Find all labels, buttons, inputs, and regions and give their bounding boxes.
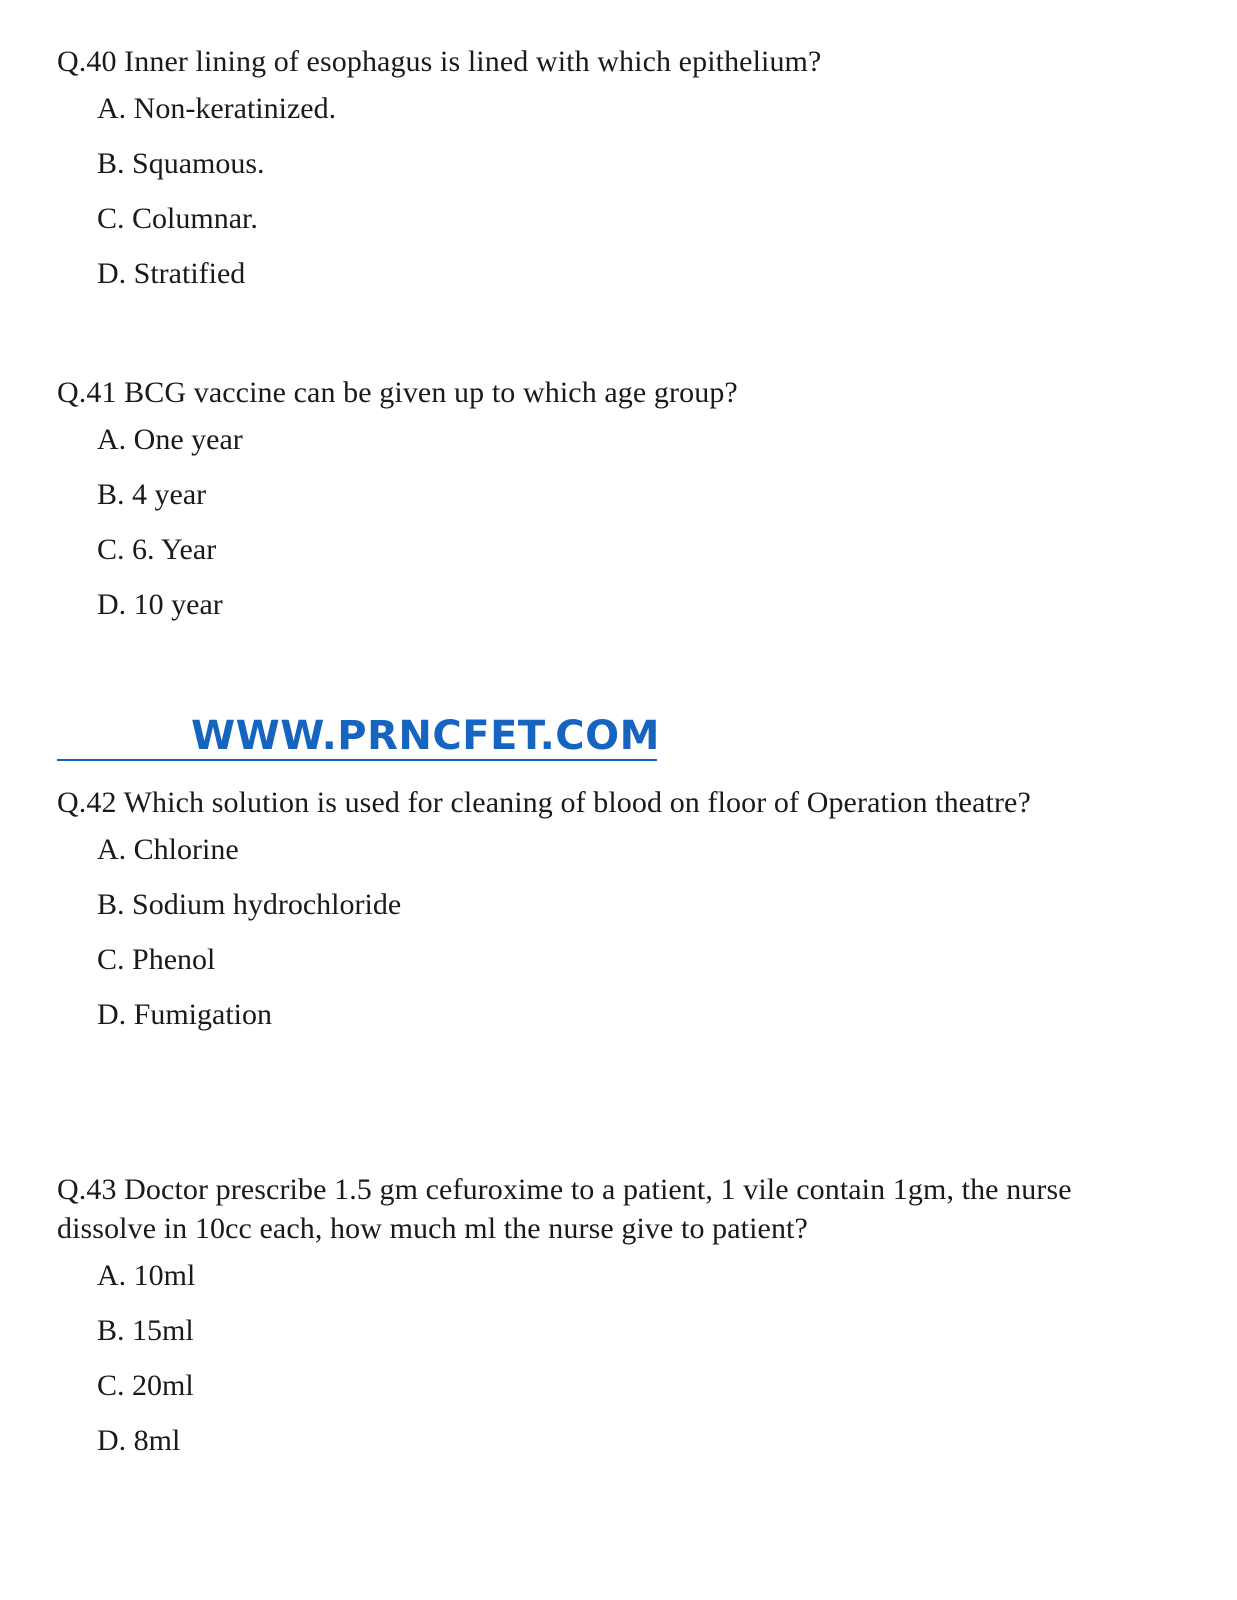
option-b: B. 15ml bbox=[97, 1314, 194, 1347]
option-b: B. 4 year bbox=[97, 478, 207, 511]
option-c: C. 6. Year bbox=[97, 533, 217, 566]
option-d: D. 10 year bbox=[97, 588, 223, 621]
question-text: Q.42 Which solution is used for cleaning of blood on floor of Operation theatre? bbox=[57, 786, 1031, 819]
question-41 bbox=[57, 373, 1177, 632]
question-text: Q.43 Doctor prescribe 1.5 gm cefuroxime to a patient, 1 vile contain 1gm, the nurse dissolve in 10cc each, how much ml the nurse give to patient? bbox=[57, 1173, 1072, 1245]
option-a: A. Non-keratinized. bbox=[97, 92, 337, 125]
options-list bbox=[97, 81, 1177, 301]
option-d: D. Fumigation bbox=[97, 998, 273, 1031]
option-b: B. Squamous. bbox=[97, 147, 265, 180]
website-watermark bbox=[57, 713, 660, 761]
option-a: A. Chlorine bbox=[97, 833, 239, 866]
option-d: D. Stratified bbox=[97, 257, 246, 290]
website-link[interactable]: WWW.PRNCFET.COM bbox=[191, 713, 660, 759]
options-list bbox=[97, 1248, 1177, 1468]
question-text: Q.40 Inner lining of esophagus is lined with which epithelium? bbox=[57, 45, 822, 78]
question-43 bbox=[57, 1170, 1177, 1468]
question-text: Q.41 BCG vaccine can be given up to which age group? bbox=[57, 376, 738, 409]
options-list bbox=[97, 412, 1177, 632]
option-b: B. Sodium hydrochloride bbox=[97, 888, 402, 921]
option-d: D. 8ml bbox=[97, 1424, 181, 1457]
option-a: A. One year bbox=[97, 423, 243, 456]
question-40 bbox=[57, 42, 1177, 301]
option-a: A. 10ml bbox=[97, 1259, 196, 1292]
option-c: C. 20ml bbox=[97, 1369, 194, 1402]
question-42 bbox=[57, 783, 1177, 1042]
option-c: C. Phenol bbox=[97, 943, 216, 976]
option-c: C. Columnar. bbox=[97, 202, 258, 235]
options-list bbox=[97, 822, 1177, 1042]
